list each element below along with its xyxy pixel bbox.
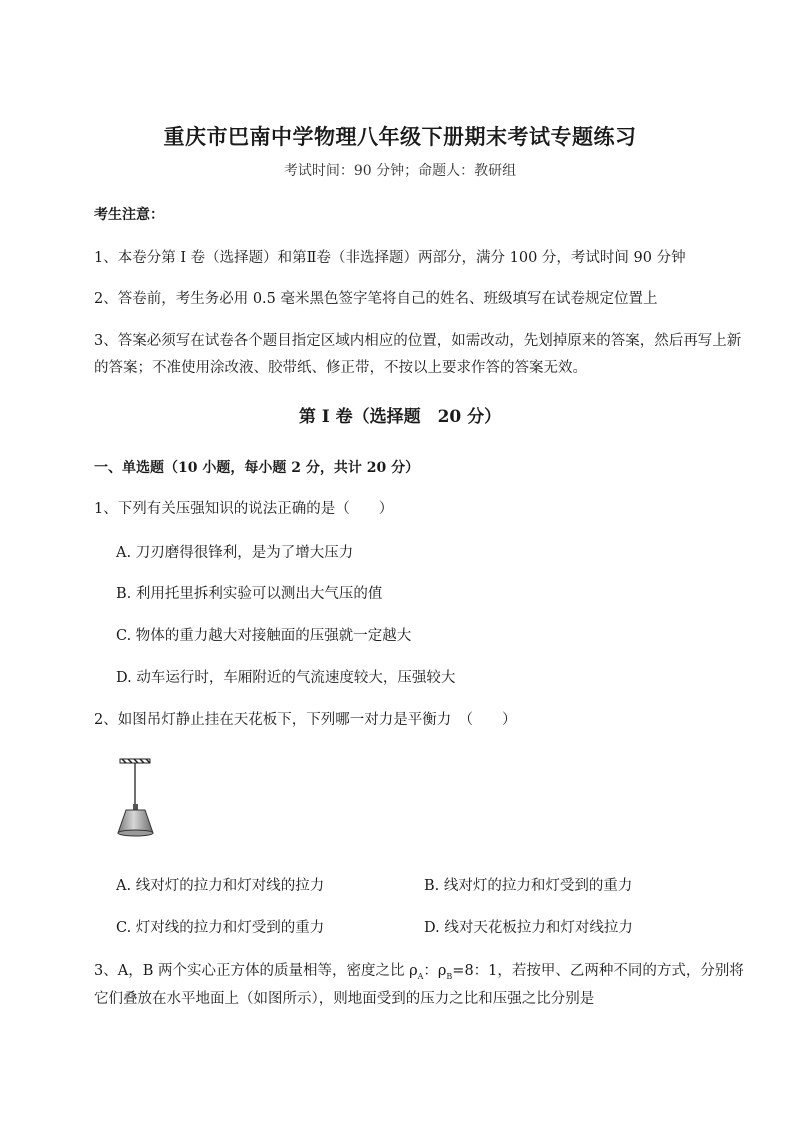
- hanging-lamp-figure: [114, 757, 158, 841]
- part-heading: 一、单选题（10 小题，每小题 2 分，共计 20 分）: [94, 460, 420, 476]
- density-sub-b: B: [446, 971, 453, 981]
- lamp-socket: [133, 804, 138, 810]
- question-2-option-a: A. 线对灯的拉力和灯对线的拉力: [116, 878, 325, 894]
- notice-item-2: 2、答卷前，考生务必用 0.5 毫米黑色签字笔将自己的姓名、班级填写在试卷规定位置上: [94, 291, 658, 307]
- notice-item-3: 3、答案必须写在试卷各个题目指定区域内相应的位置，如需改动，先划掉原来的答案，然后再写上新: [94, 333, 742, 349]
- question-3-stem-part1: 3、A，B 两个实心正方体的质量相等，密度之比 ρ: [94, 963, 418, 979]
- ceiling-icon: [120, 759, 150, 763]
- notice-heading: 考生注意：: [94, 207, 164, 223]
- question-3-stem: [94, 959, 744, 981]
- question-2-option-c: C. 灯对线的拉力和灯受到的重力: [116, 920, 325, 936]
- exam-info: 考试时间：90 分钟；命题人：教研组: [283, 163, 517, 179]
- density-sub-a: A: [417, 971, 424, 981]
- question-1-option-d: D. 动车运行时，车厢附近的气流速度较大，压强较大: [116, 670, 456, 686]
- question-2-option-d: D. 线对天花板拉力和灯对线拉力: [424, 920, 633, 936]
- question-1-option-a: A. 刀刃磨得很锋利，是为了增大压力: [116, 545, 354, 561]
- section-title: 第 I 卷（选择题 20 分）: [298, 407, 502, 427]
- page-title: 重庆市巴南中学物理八年级下册期末考试专题练习: [163, 124, 637, 149]
- notice-item-1: 1、本卷分第 I 卷（选择题）和第Ⅱ卷（非选择题）两部分，满分 100 分，考试时间 90 分钟: [94, 250, 686, 266]
- question-1-option-c: C. 物体的重力越大对接触面的压强就一定越大: [116, 628, 412, 644]
- question-3-stem-line2: 它们叠放在水平地面上（如图所示），则地面受到的压力之比和压强之比分别是: [94, 991, 595, 1007]
- notice-item-3-cont: 的答案；不准使用涂改液、胶带纸、修正带，不按以上要求作答的答案无效。: [94, 360, 587, 376]
- lamp-shade-rim: [118, 830, 153, 836]
- question-3-stem-part2: ：ρ: [423, 963, 447, 979]
- question-1-stem: 1、下列有关压强知识的说法正确的是（ ）: [94, 501, 394, 517]
- question-2-option-b: B. 线对灯的拉力和灯受到的重力: [424, 878, 633, 894]
- question-3-stem-part3: =8：1，若按甲、乙两种不同的方式，分别将: [452, 963, 744, 979]
- question-2-stem: 2、如图吊灯静止挂在天花板下，下列哪一对力是平衡力 （ ）: [94, 712, 517, 728]
- question-1-option-b: B. 利用托里拆利实验可以测出大气压的值: [116, 586, 383, 602]
